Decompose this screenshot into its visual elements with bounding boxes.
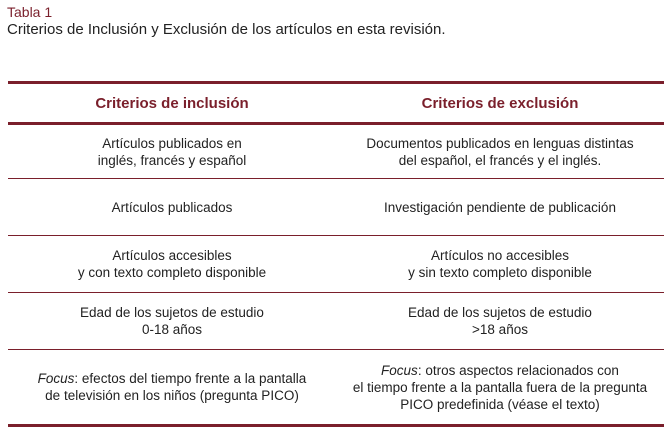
cell-line: Artículos accesibles bbox=[112, 248, 232, 263]
exclusion-cell bbox=[336, 236, 664, 293]
cell-line: de televisión en los niños (pregunta PICO) bbox=[45, 388, 299, 403]
cell-line: y sin texto completo disponible bbox=[408, 265, 592, 280]
cell-line: Edad de los sujetos de estudio bbox=[408, 305, 592, 320]
cell-line: Investigación pendiente de publicación bbox=[384, 199, 616, 215]
cell-line: Artículos publicados bbox=[111, 199, 233, 215]
cell-line: el tiempo frente a la pantalla fuera de la pregunta bbox=[352, 379, 648, 395]
cell-line bbox=[14, 370, 330, 387]
exclusion-cell bbox=[336, 293, 664, 350]
focus-label: Focus bbox=[37, 371, 75, 386]
exclusion-cell bbox=[336, 179, 664, 236]
table-row bbox=[8, 293, 664, 350]
exclusion-cell bbox=[336, 350, 664, 426]
header-exclusion: Criterios de exclusión bbox=[336, 83, 664, 124]
cell-line: inglés, francés y español bbox=[97, 152, 247, 168]
cell-line: 0-18 años bbox=[141, 322, 203, 337]
cell-line: Artículos publicados en bbox=[102, 135, 242, 151]
focus-text: : efectos del tiempo frente a la pantalla bbox=[74, 371, 307, 386]
inclusion-cell bbox=[8, 350, 336, 426]
inclusion-cell bbox=[8, 124, 336, 179]
cell-line: Edad de los sujetos de estudio bbox=[80, 305, 264, 320]
table-caption bbox=[7, 4, 446, 39]
cell-line bbox=[342, 362, 658, 379]
criteria-table bbox=[8, 81, 664, 427]
header-inclusion: Criterios de inclusión bbox=[8, 83, 336, 124]
inclusion-cell bbox=[8, 179, 336, 236]
table-row bbox=[8, 350, 664, 426]
table-row bbox=[8, 179, 664, 236]
inclusion-cell bbox=[8, 293, 336, 350]
focus-text: : otros aspectos relacionados con bbox=[417, 362, 619, 378]
inclusion-cell bbox=[8, 236, 336, 293]
cell-line: Documentos publicados en lenguas distintas bbox=[366, 135, 634, 151]
cell-line: y con texto completo disponible bbox=[77, 265, 267, 280]
cell-line: PICO predefinida (véase el texto) bbox=[400, 396, 600, 412]
exclusion-cell bbox=[336, 124, 664, 179]
cell-line: del español, el francés y el inglés. bbox=[398, 152, 602, 168]
table-row bbox=[8, 236, 664, 293]
table-row bbox=[8, 124, 664, 179]
table-label: Tabla 1 bbox=[7, 4, 53, 20]
cell-line: Artículos no accesibles bbox=[430, 248, 570, 263]
cell-line: >18 años bbox=[472, 322, 528, 337]
focus-label: Focus bbox=[381, 362, 418, 378]
table-title: Criterios de Inclusión y Exclusión de los artículos en esta revisión. bbox=[7, 21, 446, 38]
header-row bbox=[8, 83, 664, 124]
